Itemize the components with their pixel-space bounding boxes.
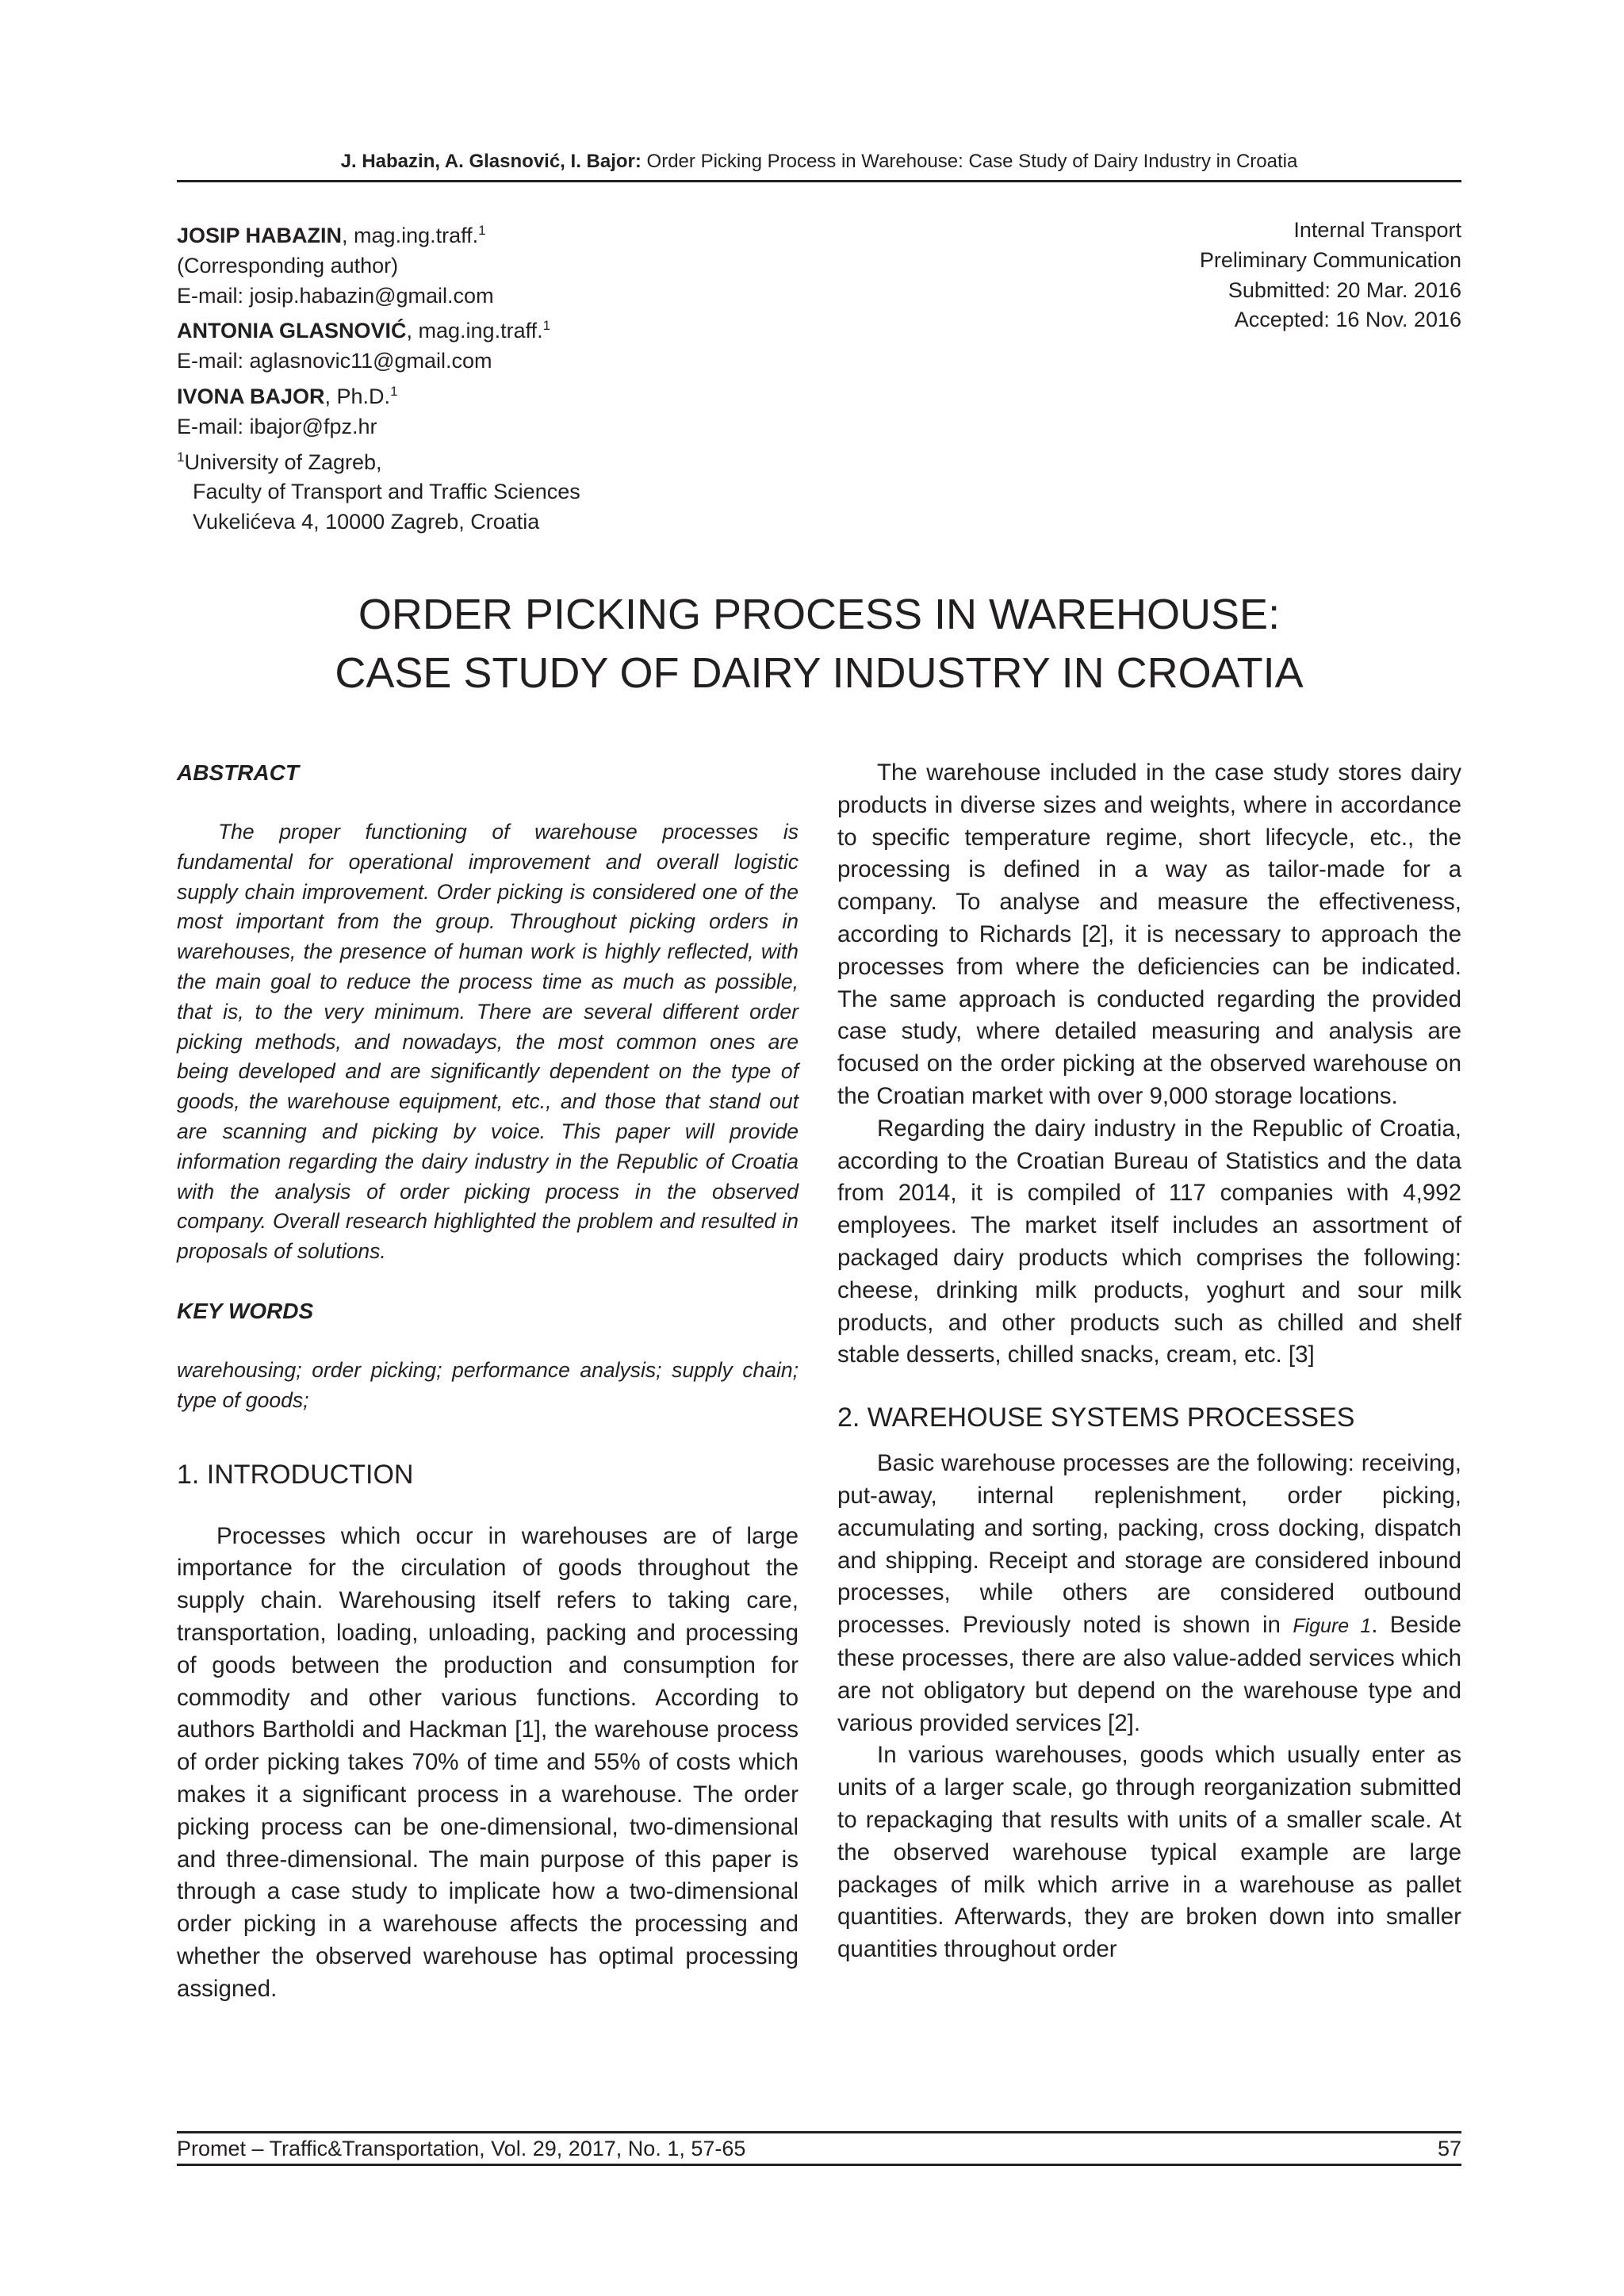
section2-paragraph: In various warehouses, goods which usually enter as units of a larger scale, go through reorganization submitted to repackaging that results with units of a smaller scale. At the observed warehouse typical example are large packages of milk which arrive in a warehouse as pallet quantities. Afterwards, they are broken down into smaller quantities throughout order xyxy=(837,1742,1461,1963)
author-block xyxy=(177,216,580,538)
submitted-date: Submitted: 20 Mar. 2016 xyxy=(1228,277,1461,302)
title-line: ORDER PICKING PROCESS IN WAREHOUSE: xyxy=(358,591,1281,638)
author-3 xyxy=(177,377,580,412)
author-degree: , mag.ing.traff. xyxy=(406,319,543,343)
title-line: CASE STUDY OF DAIRY INDUSTRY IN CROATIA xyxy=(335,649,1304,697)
keywords-text: warehousing; order picking; performance analysis; supply chain; type of goods; xyxy=(177,1357,799,1412)
keywords-heading: KEY WORDS xyxy=(177,1298,314,1323)
author-email[interactable]: E-mail: josip.habazin@gmail.com xyxy=(177,283,494,308)
author-email[interactable]: E-mail: aglasnovic11@gmail.com xyxy=(177,349,492,373)
author-sup: 1 xyxy=(542,318,551,334)
footer xyxy=(177,2134,1461,2163)
affiliation-line: University of Zagreb, xyxy=(184,450,382,474)
author-sup: 1 xyxy=(390,383,398,399)
author-name: ANTONIA GLASNOVIĆ xyxy=(177,319,407,343)
article-meta xyxy=(1200,216,1461,335)
running-head-title: Order Picking Process in Warehouse: Case Study of Dairy Industry in Croatia xyxy=(646,151,1298,172)
page-number: 57 xyxy=(1437,2137,1461,2160)
section2-heading: 2. WAREHOUSE SYSTEMS PROCESSES xyxy=(837,1402,1355,1433)
author-degree: , Ph.D. xyxy=(324,384,391,408)
abstract-text: The proper functioning of warehouse processes is fundamental for operational improvement and overall logistic supply chain improvement. Order picking is considered one of the most important from the group. Throughout picking orders in warehouses, the presence of human work is highly reflected, with the main goal to reduce the process time as much as possible, that is, to the very minimum. There are several different order picking methods, and nowadays, the most common ones are being developed and are significantly dependent on the type of goods, the warehouse equipment, etc., and those that stand out are scanning and picking by voice. This paper will provide information regarding the dairy industry in the Republic of Croatia with the analysis of order picking process in the observed company. Overall research highlighted the problem and resulted in proposals of solutions. xyxy=(177,820,799,1264)
affiliation-line: Faculty of Transport and Traffic Sciences xyxy=(193,480,580,504)
right-column xyxy=(837,757,1461,1966)
author-sup: 1 xyxy=(478,223,486,238)
author-degree: , mag.ing.traff. xyxy=(342,224,479,247)
affiliation-line: Vukelićeva 4, 10000 Zagreb, Croatia xyxy=(193,510,540,534)
figure-reference[interactable]: Figure 1 xyxy=(1293,1615,1372,1638)
section2-paragraph xyxy=(837,1448,1461,1739)
paper-title xyxy=(177,585,1461,702)
corresponding-note: (Corresponding author) xyxy=(177,253,399,277)
footer-rule-bottom xyxy=(177,2164,1461,2166)
header-rule xyxy=(177,180,1461,182)
affiliation xyxy=(177,442,580,478)
footer-rule-top xyxy=(177,2131,1461,2133)
journal-citation: Promet – Traffic&Transportation, Vol. 29, 2017, No. 1, 57-65 xyxy=(177,2137,746,2160)
intro-paragraph: The warehouse included in the case study stores dairy products in diverse sizes and weights, where in accordance to specific temperature regime, short lifecycle, etc., the processing is defined in a way as tailor-made for a company. To analyse and measure the effectiveness, according to Richards [2], it is necessary to approach the processes from where the deficiencies can be indicated. The same approach is conducted regarding the provided case study, where detailed measuring and analysis are focused on the order picking at the observed warehouse on the Croatian market with over 9,000 storage locations. xyxy=(837,760,1461,1109)
running-head-authors: J. Habazin, A. Glasnović, I. Bajor: xyxy=(340,151,642,172)
intro-paragraph: Processes which occur in warehouses are of large importance for the circulation of goods throughout the supply chain. Warehousing itself refers to taking care, transportation, loading, unloading, packing and processing of goods between the production and consumption for commodity and other various functions. According to authors Bartholdi and Hackman [1], the warehouse process of order picking takes 70% of time and 55% of costs which makes it a significant process in a warehouse. The order picking process can be one-dimensional, two-dimensional and three-dimensional. The main purpose of this paper is through a case study to implicate how a two-dimensional order picking in a warehouse affects the processing and whether the observed warehouse has optimal processing assigned. xyxy=(177,1522,799,2002)
abstract-heading: ABSTRACT xyxy=(177,760,299,785)
author-email[interactable]: E-mail: ibajor@fpz.hr xyxy=(177,414,377,438)
affiliation-sup: 1 xyxy=(177,449,185,465)
text-run: Basic warehouse processes are the following: receiving, put-away, internal replenishment, order picking, accumulating and sorting, packing, cross docking, dispatch and shipping. Receipt and storage are considered inbound processes, while others are considered outbound processes. Previously noted is shown in xyxy=(837,1450,1461,1639)
accepted-date: Accepted: 16 Nov. 2016 xyxy=(1234,308,1461,332)
article-section: Internal Transport xyxy=(1293,218,1461,242)
author-name: IVONA BAJOR xyxy=(177,384,325,408)
left-column xyxy=(177,757,799,2006)
article-type: Preliminary Communication xyxy=(1199,247,1461,272)
intro-paragraph: Regarding the dairy industry in the Republic of Croatia, according to the Croatian Bureau of Statistics and the data from 2014, it is compiled of 117 companies with 4,992 employees. The market itself includes an assortment of packaged dairy products which comprises the following: cheese, drinking milk products, yoghurt and sour milk products, and other products such as chilled and shelf stable desserts, chilled snacks, cream, etc. [3] xyxy=(837,1115,1461,1368)
author-2 xyxy=(177,311,580,346)
running-head xyxy=(177,151,1461,173)
author-1 xyxy=(177,216,580,251)
author-name: JOSIP HABAZIN xyxy=(177,224,343,247)
text-run: . Beside these processes, there are also value-added services which are not obligatory but depend on the warehouse type and various provided services [2]. xyxy=(837,1612,1461,1736)
intro-heading: 1. INTRODUCTION xyxy=(177,1459,414,1490)
